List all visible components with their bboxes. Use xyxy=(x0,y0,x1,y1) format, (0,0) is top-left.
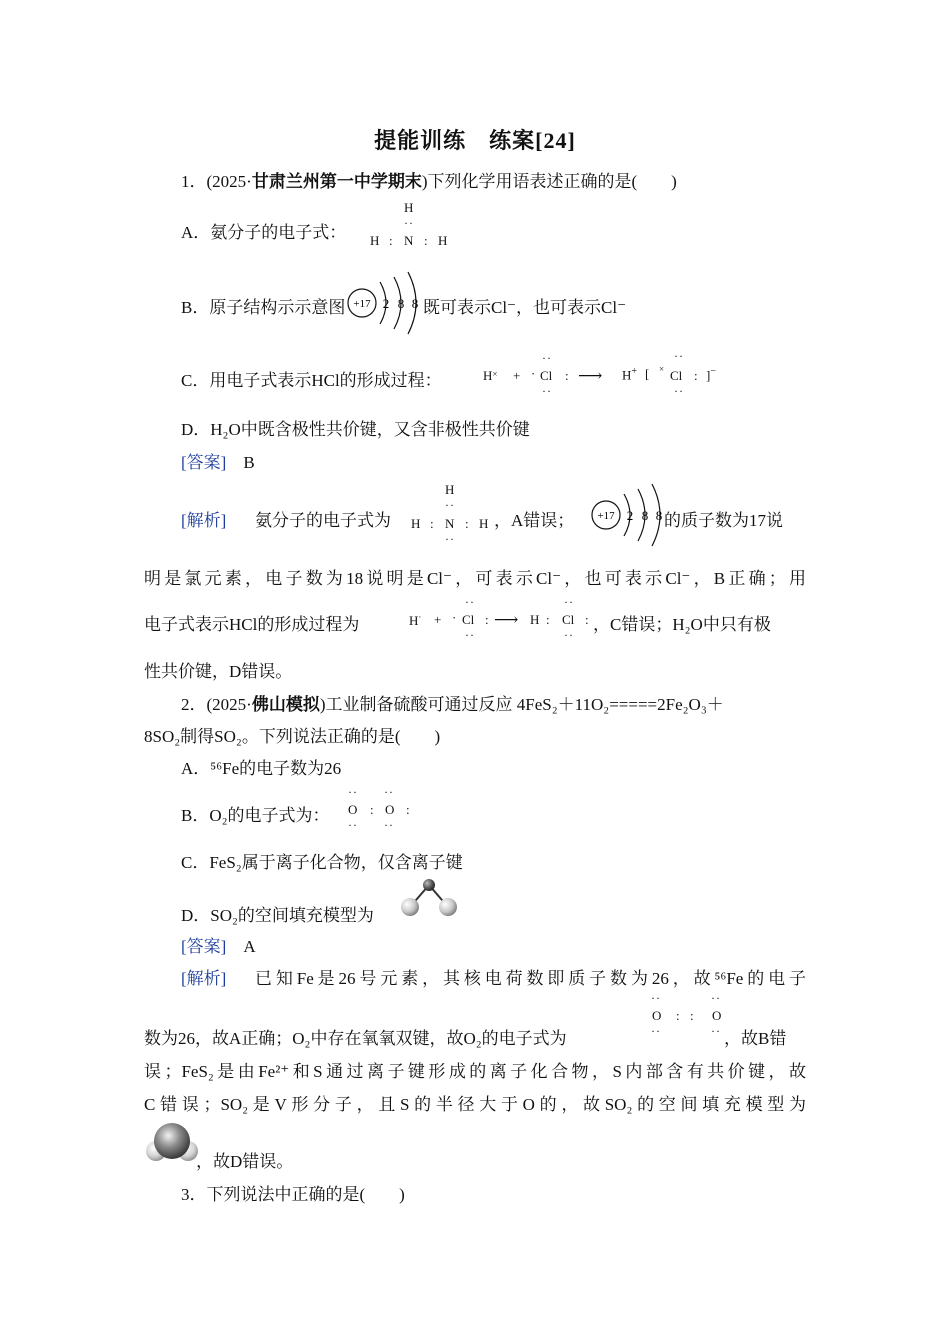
q2-stem: 2．(2025·佛山模拟)工业制备硫酸可通过反应 4FeS₂＋11O₂=====2Fe₂O₃＋ xyxy=(181,695,724,714)
q1-stem: 1．(2025·甘肃兰州第一中学期末)下列化学用语表述正确的是( ) xyxy=(181,172,677,191)
q2-analysis-label: [解析] xyxy=(181,969,227,988)
q1-analysis-3b: ，C错误；H₂O中只有极 xyxy=(593,615,771,634)
q2-analysis-2b: ，故B错 xyxy=(724,1029,787,1048)
so2-space-filling-model-image xyxy=(144,1120,200,1166)
q2-option-b: B．O₂的电子式为： xyxy=(181,806,330,825)
q1-analysis-3a: 电子式表示HCl的形成过程为 xyxy=(144,615,360,634)
atomic-structure-diagram-analysis xyxy=(590,484,670,546)
q1-option-d: D．H₂O中既含极性共价键，又含非极性共价键 xyxy=(181,420,530,439)
q2-option-c: C．FeS₂属于离子化合物，仅含离子键 xyxy=(181,853,463,872)
q2-stem-2: 8SO₂制得SO₂。下列说法正确的是( ) xyxy=(144,727,441,746)
q2-analysis-5: ，故D错误。 xyxy=(196,1152,294,1171)
q1-analysis-label: [解析] xyxy=(181,511,227,530)
q2-analysis-2a: 数为26，故A正确；O₂中存在氧氧双键，故O₂的电子式为 xyxy=(144,1029,567,1048)
q2-answer: [答案] A xyxy=(181,937,256,956)
so2-ball-model-image xyxy=(398,876,462,920)
q2-source: 佛山模拟 xyxy=(251,695,320,714)
q1-source: 甘肃兰州第一中学期末 xyxy=(251,172,422,191)
q1-option-b: B．原子结构示示意图 xyxy=(181,298,346,317)
q2-option-a: A．⁵⁶Fe的电子数为26 xyxy=(181,759,342,778)
svg-text:8: 8 xyxy=(411,296,419,311)
svg-text:2: 2 xyxy=(382,296,390,311)
q1-option-c: C．用电子式表示HCl的形成过程： xyxy=(181,371,442,390)
q1-analysis-2: 明是氯元素，电子数为18说明是Cl⁻，可表示Cl⁻，也可表示Cl⁻，B正确；用 xyxy=(144,569,806,588)
q2-analysis-1: 已知Fe是26号元素，其核电荷数即质子数为26，故⁵⁶Fe的电子 xyxy=(255,969,806,988)
q1-analysis-1a: 氨分子的电子式为 xyxy=(255,511,391,530)
svg-text:8: 8 xyxy=(641,508,649,523)
q1-analysis-1b: ，A错误； xyxy=(494,511,575,530)
atomic-structure-diagram xyxy=(346,272,426,334)
svg-text:+17: +17 xyxy=(353,298,371,310)
q2-analysis-4: C错误；SO₂是V形分子，且S的半径大于O的，故SO₂的空间填充模型为 xyxy=(144,1095,806,1114)
svg-text:8: 8 xyxy=(655,508,663,523)
page-title: 提能训练 练案[24] xyxy=(374,128,576,153)
q1-analysis-4: 性共价键，D错误。 xyxy=(144,662,293,681)
q1-answer: [答案] B xyxy=(181,453,255,472)
q2-analysis-3: 误；FeS₂是由Fe²⁺和S通过离子键形成的离子化合物，S内部含有共价键，故 xyxy=(144,1062,806,1081)
q1-option-b-text: 既可表示Cl⁻，也可表示Cl⁻ xyxy=(423,298,627,317)
svg-text:+17: +17 xyxy=(597,510,615,522)
q1-analysis-1c: 的质子数为17说 xyxy=(664,511,783,530)
q2-option-d: D．SO₂的空间填充模型为 xyxy=(181,906,374,925)
q1-option-a: A．氨分子的电子式： xyxy=(181,223,347,242)
svg-text:2: 2 xyxy=(626,508,634,523)
q3-stem: 3．下列说法中正确的是( ) xyxy=(181,1185,405,1204)
svg-text:8: 8 xyxy=(397,296,405,311)
